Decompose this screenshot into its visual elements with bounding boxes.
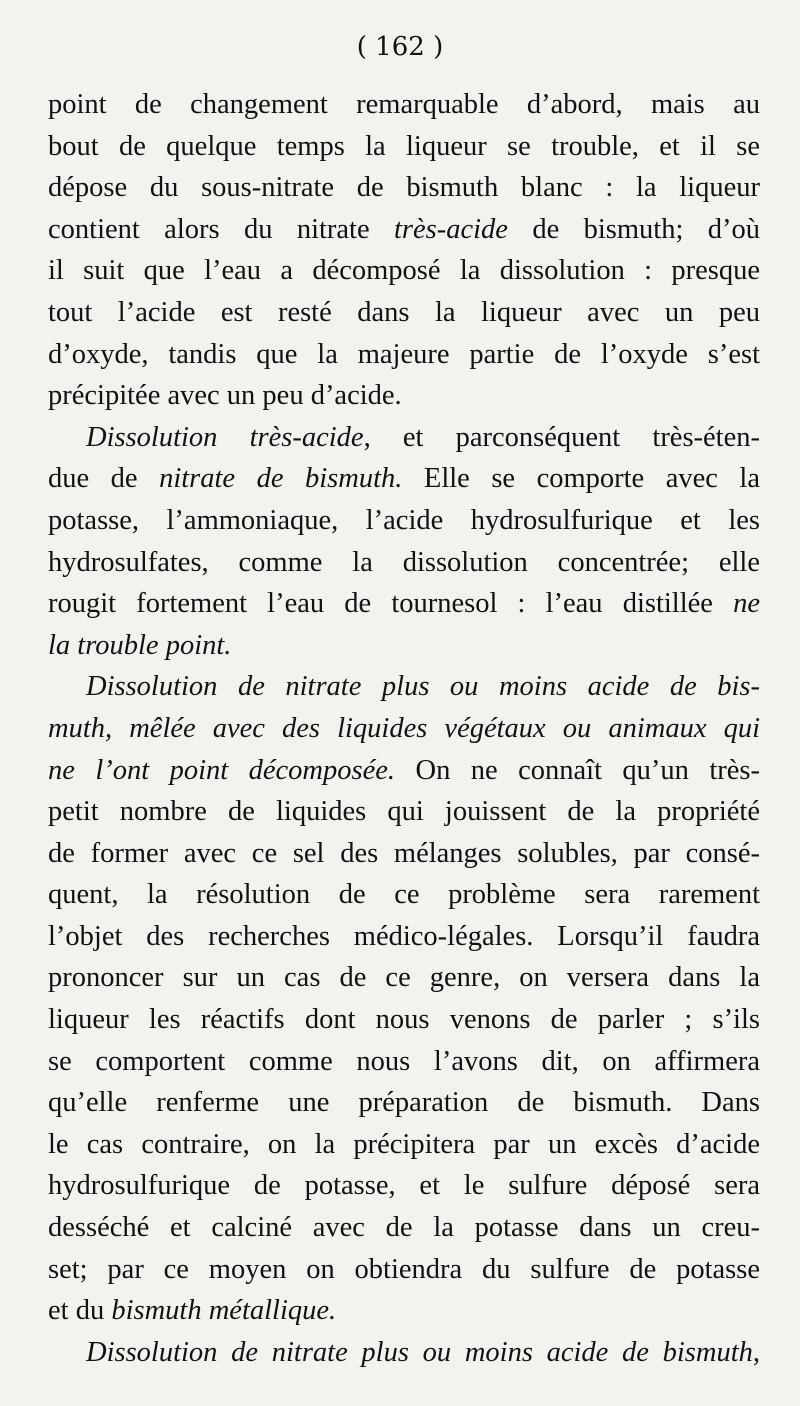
text-line bbox=[48, 292, 760, 334]
text-line bbox=[48, 458, 760, 500]
text-run: l’objet des recherches médico-légales. Lorsqu’il faudra bbox=[48, 920, 760, 952]
italic-text: très-acide bbox=[394, 213, 508, 245]
text-line bbox=[48, 209, 760, 251]
text-run: desséché et calciné avec de la potasse dans un creu- bbox=[48, 1212, 760, 1244]
text-run: set; par ce moyen on obtiendra du sulfure de potasse bbox=[48, 1253, 760, 1285]
text-run: il suit que l’eau a décomposé la dissolution : presque bbox=[48, 255, 760, 287]
text-line bbox=[48, 583, 760, 625]
text-run: , et parconséquent très-éten- bbox=[363, 421, 760, 453]
italic-text: nitrate de bismuth. bbox=[159, 463, 403, 495]
text-run: de former avec ce sel des mélanges solubles, par consé- bbox=[48, 837, 760, 869]
text-run: qu’elle renferme une préparation de bismuth. Dans bbox=[48, 1087, 760, 1119]
text-line bbox=[48, 375, 760, 417]
text-line bbox=[48, 250, 760, 292]
text-run: potasse, l’ammoniaque, l’acide hydrosulfurique et les bbox=[48, 504, 760, 536]
text-run: hydrosulfates, comme la dissolution concentrée; elle bbox=[48, 546, 760, 578]
text-line bbox=[48, 500, 760, 542]
text-line bbox=[48, 957, 760, 999]
text-run: point de changement remarquable d’abord, mais au bbox=[48, 89, 760, 120]
text-line bbox=[48, 1290, 760, 1332]
text-run: d’oxyde, tandis que la majeure partie de l’oxyde s’est bbox=[48, 338, 760, 370]
text-line bbox=[48, 874, 760, 916]
text-line bbox=[48, 1332, 760, 1374]
text-line bbox=[48, 542, 760, 584]
text-line bbox=[48, 916, 760, 958]
text-run: prononcer sur un cas de ce genre, on versera dans la bbox=[48, 962, 760, 994]
text-line bbox=[48, 833, 760, 875]
text-run: précipitée avec un peu d’acide. bbox=[48, 380, 402, 412]
text-line bbox=[48, 999, 760, 1041]
italic-text: Dissolution de nitrate plus ou moins acide de bis- bbox=[86, 671, 760, 703]
text-run: On ne connaît qu’un très- bbox=[395, 754, 761, 786]
text-run: le cas contraire, on la précipitera par un excès d’acide bbox=[48, 1128, 760, 1160]
text-run: de bismuth; d’où bbox=[507, 213, 760, 245]
text-line bbox=[48, 1082, 760, 1124]
text-run: hydrosulfurique de potasse, et le sulfure déposé sera bbox=[48, 1170, 760, 1202]
text-line bbox=[48, 625, 760, 667]
text-line bbox=[48, 1249, 760, 1291]
text-line bbox=[48, 334, 760, 376]
text-line bbox=[48, 167, 760, 209]
text-line bbox=[48, 1041, 760, 1083]
text-line bbox=[48, 750, 760, 792]
text-line bbox=[48, 84, 760, 126]
text-run: tout l’acide est resté dans la liqueur avec un peu bbox=[48, 296, 760, 328]
italic-text: la trouble point. bbox=[48, 629, 232, 661]
italic-text: bismuth métallique. bbox=[111, 1295, 337, 1327]
text-line bbox=[48, 666, 760, 708]
body-text bbox=[48, 84, 760, 1373]
text-run: due de bbox=[48, 463, 160, 495]
text-run: liqueur les réactifs dont nous venons de parler ; s’ils bbox=[48, 1004, 760, 1036]
text-line bbox=[48, 708, 760, 750]
text-run: Elle se comporte avec la bbox=[402, 463, 760, 495]
text-run: , bbox=[752, 1336, 760, 1368]
text-run: petit nombre de liquides qui jouissent de la propriété bbox=[48, 796, 760, 828]
text-run: et du bbox=[48, 1295, 112, 1327]
text-line bbox=[48, 126, 760, 168]
italic-text: muth, mêlée avec des liquides végétaux ou animaux qui bbox=[48, 712, 760, 744]
text-run: bout de quelque temps la liqueur se trouble, et il se bbox=[48, 130, 760, 162]
text-line bbox=[48, 1207, 760, 1249]
text-run: dépose du sous-nitrate de bismuth blanc : la liqueur bbox=[48, 172, 760, 204]
text-run: se comportent comme nous l’avons dit, on affirmera bbox=[48, 1045, 760, 1077]
text-line bbox=[48, 417, 760, 459]
text-line bbox=[48, 1165, 760, 1207]
text-line bbox=[48, 1124, 760, 1166]
text-line bbox=[48, 791, 760, 833]
italic-text: Dissolution de nitrate plus ou moins acide de bismuth bbox=[86, 1336, 753, 1368]
italic-text: ne bbox=[733, 588, 760, 620]
page-number: ( 162 ) bbox=[356, 32, 444, 62]
italic-text: Dissolution très-acide bbox=[86, 421, 364, 453]
italic-text: ne l’ont point décomposée. bbox=[48, 754, 396, 786]
text-run: contient alors du nitrate bbox=[48, 213, 394, 245]
text-run: rougit fortement l’eau de tournesol : l’eau distillée bbox=[48, 588, 734, 620]
text-run: quent, la résolution de ce problème sera rarement bbox=[48, 879, 760, 911]
